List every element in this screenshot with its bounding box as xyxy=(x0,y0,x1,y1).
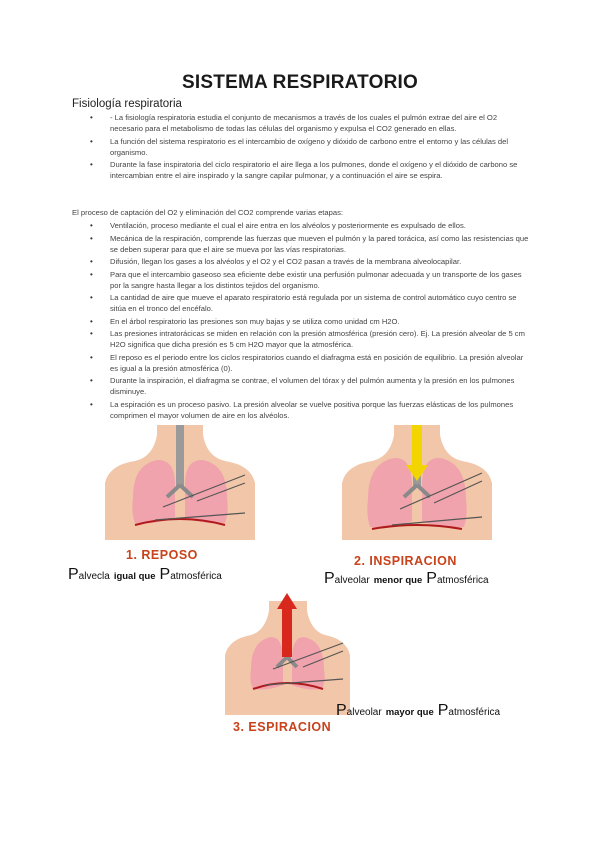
eq-sub-left: alveolar xyxy=(334,575,370,586)
eq-p-right: P xyxy=(437,702,449,719)
eq-relation: igual que xyxy=(113,571,156,582)
eq-relation: menor que xyxy=(373,575,423,586)
list-item: • Las presiones intratorácicas se miden en relación con la presión atmosférica (presión cero). Ej. La presión alveolar de 5 cm H2O significa que dicha presión es 5 cm H2O mayor que la atmosférica. xyxy=(90,328,530,350)
eq-relation: mayor que xyxy=(385,707,434,718)
figure-caption-expiration: 3. ESPIRACION xyxy=(233,720,332,734)
eq-sub-right: atmosférica xyxy=(436,575,489,586)
list-item: • Durante la inspiración, el diafragma se contrae, el volumen del tórax y del pulmón aumenta y la presión en los pulmones disminuye. xyxy=(90,375,530,397)
list-item: • Ventilación, proceso mediante el cual el aire entra en los alvéolos y posteriormente es expulsado de ellos. xyxy=(90,220,530,231)
process-intro: El proceso de captación del O2 y eliminación del CO2 comprende varias etapas: xyxy=(72,208,343,217)
list-item: • La espiración es un proceso pasivo. La presión alveolar se vuelve positiva porque las fuerzas elásticas de los pulmones comprimen el mayor volumen de aire en los alvéolos. xyxy=(90,399,530,421)
eq-p-right: P xyxy=(426,570,437,587)
figure-expiration-illustration xyxy=(225,593,350,715)
equation-expiration xyxy=(336,702,500,720)
list-item: • El reposo es el periodo entre los ciclos respiratorios cuando el diafragma está en posición de equilibrio. La presión alveolar es igual a la presión atmosférica (0). xyxy=(90,352,530,374)
list-item: • - La fisiología respiratoria estudia el conjunto de mecanismos a través de los cuales el pulmón extrae del aire el O2 necesario para el metabolismo de todas las células del organismo y expulsa el CO2 generado en ellas. xyxy=(90,112,530,134)
list-item: • Difusión, llegan los gases a los alvéolos y el O2 y el CO2 pasan a través de la membrana alveolocapilar. xyxy=(90,256,530,267)
eq-p-left: P xyxy=(68,566,79,583)
list-item: • En el árbol respiratorio las presiones son muy bajas y se utiliza como unidad cm H2O. xyxy=(90,316,530,327)
list-item: • Durante la fase inspiratoria del ciclo respiratorio el aire llega a los pulmones, donde el oxígeno y el dióxido de carbono se intercambian entre el aire inspirado y la sangre capilar pulmonar, y a continuación el aire se espira. xyxy=(90,159,530,181)
eq-sub-left: alveolar xyxy=(346,707,382,718)
equation-rest xyxy=(68,566,222,584)
eq-p-left: P xyxy=(324,570,335,587)
intro-bullet-list xyxy=(90,112,530,183)
trachea xyxy=(176,425,184,487)
figure-caption-inspiration: 2. INSPIRACION xyxy=(354,554,457,568)
list-item: • La cantidad de aire que mueve el aparato respiratorio está regulada por un sistema de control automático cuyo centro se sitúa en el tronco del encéfalo. xyxy=(90,292,530,314)
list-item: • La función del sistema respiratorio es el intercambio de oxígeno y dióxido de carbono entre el entorno y las células del organismo. xyxy=(90,136,530,158)
eq-p-left: P xyxy=(336,702,347,719)
eq-p-right: P xyxy=(159,566,171,583)
process-bullet-list xyxy=(90,220,530,422)
eq-sub-right: atmosférica xyxy=(170,571,222,582)
section-heading: Fisiología respiratoria xyxy=(72,98,182,110)
outflow-arrow-shaft xyxy=(282,607,292,657)
eq-sub-left: alvecla xyxy=(78,571,110,582)
page-title: SISTEMA RESPIRATORIO xyxy=(182,72,418,93)
eq-sub-right: atmosférica xyxy=(448,707,501,718)
figure-inspiration-illustration xyxy=(342,425,492,540)
list-item: • Para que el intercambio gaseoso sea eficiente debe existir una perfusión pulmonar adecuada y un transporte de los gases por la sangre hasta llegar a los distintos tejidos del organismo. xyxy=(90,269,530,291)
figure-rest-illustration xyxy=(105,425,255,540)
inflow-arrow-shaft xyxy=(412,425,422,467)
figure-caption-rest: 1. REPOSO xyxy=(126,548,198,562)
list-item: • Mecánica de la respiración, comprende las fuerzas que mueven el pulmón y la pared torácica, así como las resistencias que se deben superar para que el aire se mueva por las vías respiratorias. xyxy=(90,233,530,255)
equation-inspiration xyxy=(324,570,489,588)
